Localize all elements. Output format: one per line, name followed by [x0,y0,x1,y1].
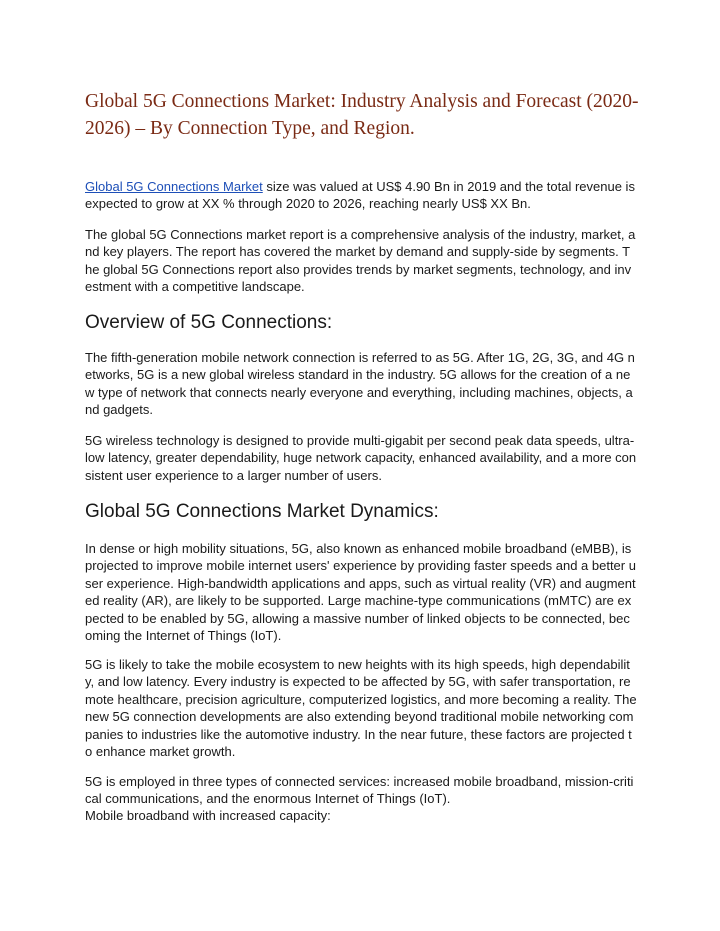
intro-text: size was valued at US$ 4.90 Bn in 2019 and the total revenue is expected to grow at XX % through 2020 to 2026, reaching nearly US$ XX Bn. [85,179,635,212]
market-link[interactable]: Global 5G Connections Market [85,179,263,194]
dynamics-paragraph-4: Mobile broadband with increased capacity: [85,808,331,823]
intro-paragraph [85,178,637,213]
dynamics-paragraph-1: In dense or high mobility situations, 5G, also known as enhanced mobile broadband (eMBB), is projected to improve mobile internet users' experience by providing faster speeds and a better user experience. High-bandwidth applications and apps, such as virtual reality (VR) and augmented reality (AR), are likely to be supported. Large machine-type communications (mMTC) are expected to be enabled by 5G, allowing a massive number of linked objects to be connected, becoming the Internet of Things (IoT). [85,541,636,644]
overview-heading: Overview of 5G Connections: [85,312,333,333]
dynamics-paragraph-2: 5G is likely to take the mobile ecosystem to new heights with its high speeds, high dependability, and low latency. Every industry is expected to be affected by 5G, with safer transportation, remote healthcare, precision agriculture, computerized logistics, and more becoming a reality. The new 5G connection developments are also extending beyond traditional mobile networking companies to industries like the automotive industry. In the near future, these factors are projected to enhance market growth. [85,657,637,760]
report-summary-paragraph: The global 5G Connections market report is a comprehensive analysis of the industry, market, and key players. The report has covered the market by demand and supply-side by segments. The global 5G Connections report also provides trends by market segments, technology, and investment with a competitive landscape. [85,227,636,295]
overview-paragraph-2: 5G wireless technology is designed to provide multi-gigabit per second peak data speeds, ultra-low latency, greater dependability, huge network capacity, enhanced availability, and a more consistent user experience to a larger number of users. [85,433,637,483]
document-title: Global 5G Connections Market: Industry Analysis and Forecast (2020-2026) – By Connection Type, and Region. [85,91,639,139]
dynamics-heading: Global 5G Connections Market Dynamics: [85,501,439,522]
overview-paragraph-1: The fifth-generation mobile network connection is referred to as 5G. After 1G, 2G, 3G, and 4G networks, 5G is a new global wireless standard in the industry. 5G allows for the creation of a new type of network that connects nearly everyone and everything, including machines, objects, and gadgets. [85,350,635,418]
dynamics-paragraph-3: 5G is employed in three types of connected services: increased mobile broadband, mission-critical communications, and the enormous Internet of Things (IoT). [85,774,634,807]
